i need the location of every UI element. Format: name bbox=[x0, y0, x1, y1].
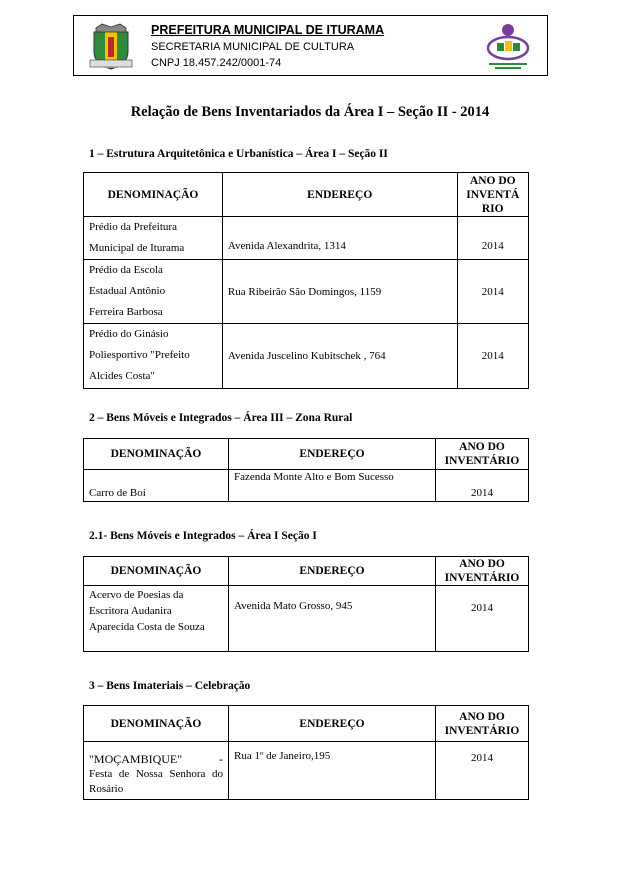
name-cell: Prédio da Prefeitura Municipal de Iturama bbox=[84, 217, 223, 260]
column-header: ENDEREÇO bbox=[229, 439, 436, 470]
table-row bbox=[84, 586, 529, 652]
column-header: ENDEREÇO bbox=[229, 557, 436, 586]
name-cell: Prédio da Escola Estadual Antônio Ferreira Barbosa bbox=[84, 260, 223, 324]
table-row bbox=[84, 324, 529, 389]
year-cell: 2014 bbox=[457, 260, 529, 324]
inventory-table bbox=[83, 172, 529, 389]
name-cell: "MOÇAMBIQUE" - Festa de Nossa Senhora do Rosário bbox=[84, 742, 229, 800]
municipality-title: PREFEITURA MUNICIPAL DE ITURAMA bbox=[151, 23, 385, 37]
table-row bbox=[84, 217, 529, 260]
column-header: DENOMINAÇÃO bbox=[84, 439, 229, 470]
table-row bbox=[84, 742, 529, 800]
inventory-table bbox=[83, 438, 529, 502]
year-cell: 2014 bbox=[457, 217, 529, 260]
column-header: DENOMINAÇÃO bbox=[84, 557, 229, 586]
culture-secretariat-logo bbox=[479, 21, 537, 73]
municipal-crest-logo bbox=[88, 22, 134, 70]
inventory-table bbox=[83, 556, 529, 652]
document-title: Relação de Bens Inventariados da Área I – Seção II - 2014 bbox=[130, 104, 490, 120]
name-cell: Acervo de Poesias da Escritora Audanira Aparecida Costa de Souza bbox=[84, 586, 229, 652]
name-cell: Prédio do Ginásio Poliesportivo "Prefeito Alcides Costa" bbox=[84, 324, 223, 389]
section-heading: 2 – Bens Móveis e Integrados – Área III – Zona Rural bbox=[89, 412, 353, 424]
address-cell: Avenida Mato Grosso, 945 bbox=[229, 586, 436, 652]
address-cell: Avenida Alexandrita, 1314 bbox=[222, 217, 457, 260]
column-header: DENOMINAÇÃO bbox=[84, 173, 223, 217]
column-header: ENDEREÇO bbox=[229, 706, 436, 742]
column-header: ANO DO INVENTÁRIO bbox=[436, 706, 529, 742]
name-cell: Carro de Boi bbox=[84, 470, 229, 502]
year-cell: 2014 bbox=[436, 742, 529, 800]
table-row bbox=[84, 260, 529, 324]
year-cell: 2014 bbox=[436, 586, 529, 652]
column-header: DENOMINAÇÃO bbox=[84, 706, 229, 742]
year-cell: 2014 bbox=[457, 324, 529, 389]
cnpj-line: CNPJ 18.457.242/0001-74 bbox=[151, 57, 282, 69]
secretariat-line: SECRETARIA MUNICIPAL DE CULTURA bbox=[151, 41, 355, 53]
column-header: ANO DO INVENTÁ RIO bbox=[457, 173, 529, 217]
letterhead bbox=[73, 15, 548, 76]
column-header: ENDEREÇO bbox=[222, 173, 457, 217]
section-heading: 1 – Estrutura Arquitetônica e Urbanística – Área I – Seção II bbox=[89, 148, 388, 160]
column-header: ANO DO INVENTÁRIO bbox=[436, 439, 529, 470]
address-cell: Avenida Juscelino Kubitschek , 764 bbox=[222, 324, 457, 389]
address-cell: Rua 1º de Janeiro,195 bbox=[229, 742, 436, 800]
column-header: ANO DO INVENTÁRIO bbox=[436, 557, 529, 586]
table-row bbox=[84, 470, 529, 502]
address-cell: Rua Ribeirão São Domingos, 1159 bbox=[222, 260, 457, 324]
address-cell: Fazenda Monte Alto e Bom Sucesso bbox=[229, 470, 436, 502]
year-cell: 2014 bbox=[436, 470, 529, 502]
section-heading: 3 – Bens Imateriais – Celebração bbox=[89, 680, 251, 692]
inventory-table bbox=[83, 705, 529, 800]
section-heading: 2.1- Bens Móveis e Integrados – Área I Seção I bbox=[89, 530, 317, 542]
